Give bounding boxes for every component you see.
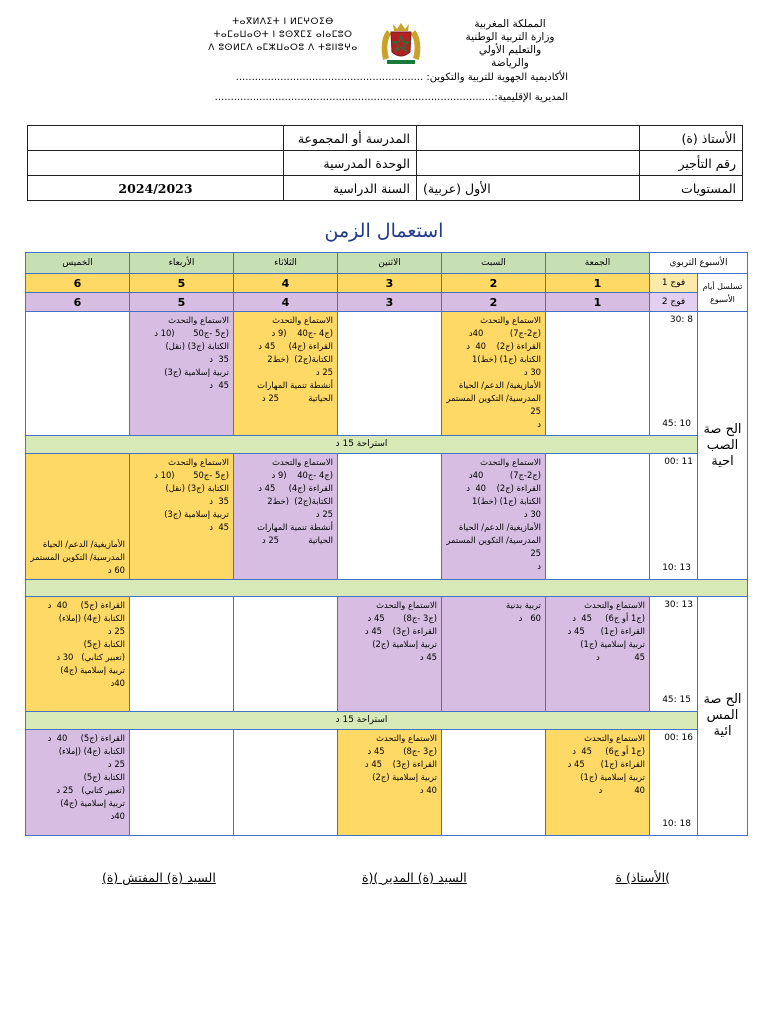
- time-end: 13 :10: [662, 563, 691, 573]
- day-wednesday: الأربعاء: [130, 253, 234, 274]
- time-end: 10 :45: [662, 419, 691, 429]
- ministry-name: وزارة التربية الوطنية: [465, 31, 555, 43]
- slot-text: الاستماع والتحدث (ج4 -ج40 (9 د القراءة (ج4) 45 د الكتابة(ج2) (خط2 25 د أنشطة تنمية المهارات الحياتية 25 د: [257, 457, 333, 545]
- ministry-header: [460, 18, 560, 70]
- slot-wed-m2: [130, 454, 234, 580]
- info-table: [27, 125, 743, 201]
- day-friday: الجمعة: [546, 253, 650, 274]
- slot-thu-m2: [26, 454, 130, 580]
- rent-value: [417, 151, 640, 176]
- g1-order: 2: [442, 274, 546, 293]
- break-row: استراحة 15 د: [26, 436, 698, 454]
- g2-order: 6: [26, 293, 130, 312]
- slot-tue-a1: [234, 597, 338, 712]
- g2-order: 1: [546, 293, 650, 312]
- directorate-line: المديرية الإقليمية:........................................................................................: [214, 92, 568, 103]
- time-start: 16 :00: [664, 733, 693, 743]
- tifinagh-line: ⴷ ⵓⵙⵍⵎⴷ ⴰⵎⵣⵡⴰⵔⵓ ⴷ ⵜⵓⵏⵏⵓⵖⴰ: [208, 43, 358, 53]
- slot-fri-a1: [546, 597, 650, 712]
- time-slot-m1: [650, 312, 698, 436]
- ministry-name-cont: والتعليم الأولي والرياضة: [478, 44, 542, 69]
- g1-order: 5: [130, 274, 234, 293]
- slot-fri-m1: [546, 312, 650, 436]
- unit-label: الوحدة المدرسية: [284, 151, 417, 176]
- rent-label: رقم التأجير: [640, 151, 743, 176]
- g2-order: 2: [442, 293, 546, 312]
- slot-tue-m2: [234, 454, 338, 580]
- slot-text: الاستماع والتحدث (ج5 -ج50 (10 د الكتابة (ج3) (نقل) 35 د تربية إسلامية (ج3) 45 د: [154, 315, 229, 390]
- school-value: [28, 126, 284, 151]
- page-title: استعمال الزمن: [324, 220, 444, 242]
- slot-wed-a1: [130, 597, 234, 712]
- slot-tue-m1: [234, 312, 338, 436]
- slot-text: الاستماع والتحدث (ج1 أو ج6) 45 د القراءة (ج1) 45 د تربية إسلامية (ج1) 40 د: [567, 733, 645, 795]
- slot-text: القراءة (ج5) 40 د الكتابة (ج4) (إملاء) 25 د الكتابة (ج5) (تعبير كتابي) 25 د تربية إسلامية (ج4) 40د: [47, 733, 125, 821]
- day-saturday: السبت: [442, 253, 546, 274]
- slot-text: تربية بدنية 60 د: [505, 600, 541, 623]
- director-signature: السيد (ة) المدير )(ة: [362, 870, 467, 885]
- slot-fri-a2: [546, 730, 650, 836]
- g1-order: 1: [546, 274, 650, 293]
- slot-sat-m2: [442, 454, 546, 580]
- g1-order: 3: [338, 274, 442, 293]
- teacher-signature: الأستاذ) ة(: [615, 870, 670, 885]
- afternoon-session-label: الح صة المس ائية: [698, 597, 748, 836]
- g2-order: 4: [234, 293, 338, 312]
- academy-line: الأكاديمية الجهوية للتربية والتكوين: ...........................................................: [235, 72, 568, 83]
- levels-label: المستويات: [640, 176, 743, 201]
- school-label: المدرسة أو المجموعة: [284, 126, 417, 151]
- group2-label: فوج 2: [650, 293, 698, 312]
- group1-label: فوج 1: [650, 274, 698, 293]
- time-end: 15 :45: [662, 695, 691, 705]
- tifinagh-line: ⵜⴰⵎⴰⵡⴰⵙⵜ ⵏ ⵓⵙⴳⵎⵉ ⴰⵏⴰⵎⵓⵔ: [213, 30, 353, 40]
- teacher-value: [417, 126, 640, 151]
- slot-wed-a2: [130, 730, 234, 836]
- slot-thu-a2: [26, 730, 130, 836]
- slot-sat-m1: [442, 312, 546, 436]
- levels-value: الأول (عربية): [417, 176, 640, 201]
- day-monday: الاثنين: [338, 253, 442, 274]
- slot-text: الاستماع والتحدث (ج4 -ج40 (9 د القراءة (ج4) 45 د الكتابة(ج2) (خط2 25 د أنشطة تنمية المهارات الحياتية 25 د: [257, 315, 333, 403]
- slot-mon-a1: [338, 597, 442, 712]
- time-start: 13 :30: [664, 600, 693, 610]
- time-slot-a2: [650, 730, 698, 836]
- slot-mon-a2: [338, 730, 442, 836]
- week-label: الأسبوع التربوي: [650, 253, 748, 274]
- slot-sat-a1: [442, 597, 546, 712]
- inspector-signature: السيد (ة) المفتش (ة): [102, 870, 216, 885]
- break-row: استراحة 15 د: [26, 712, 698, 730]
- unit-value: [28, 151, 284, 176]
- slot-text: الاستماع والتحدث (ج1 أو ج6) 45 د القراءة (ج1) 45 د تربية إسلامية (ج1) 45 د: [567, 600, 645, 662]
- slot-fri-m2: [546, 454, 650, 580]
- g1-order: 6: [26, 274, 130, 293]
- day-thursday: الخميس: [26, 253, 130, 274]
- g1-order: 4: [234, 274, 338, 293]
- day-tuesday: الثلاثاء: [234, 253, 338, 274]
- time-slot-m2: [650, 454, 698, 580]
- g2-order: 5: [130, 293, 234, 312]
- teacher-label: الأستاذ (ة): [640, 126, 743, 151]
- year-label: السنة الدراسية: [284, 176, 417, 201]
- slot-text: الاستماع والتحدث (ج3 -ج8) 45 د القراءة (ج3) 45 د تربية إسلامية (ج2) 45 د: [364, 600, 437, 662]
- year-value: 2024/2023: [28, 176, 284, 201]
- slot-tue-a2: [234, 730, 338, 836]
- order-label: تسلسل أيام الأسبوع: [698, 274, 748, 312]
- coat-of-arms-icon: [377, 20, 425, 66]
- tifinagh-line: ⵜⴰⴳⵍⴷⵉⵜ ⵏ ⵍⵎⵖⵔⵉⴱ: [232, 17, 334, 27]
- slot-mon-m2: [338, 454, 442, 580]
- slot-thu-m1: [26, 312, 130, 436]
- slot-sat-a2: [442, 730, 546, 836]
- slot-wed-m1: [130, 312, 234, 436]
- slot-text: القراءة (ج5) 40 د الكتابة (ج4) (إملاء) 25 د الكتابة (ج5) (تعبير كتابي) 30 د تربية إسلامية (ج4) 40د: [47, 600, 125, 688]
- kingdom-name: المملكة المغربية: [474, 18, 546, 30]
- tifinagh-header: [208, 16, 358, 55]
- slot-text: الاستماع والتحدث (ج2-ج7) 40د القراءة (ج2) 40 د الكتابة (ج1) (خط)1 30 د الأمازيغية/ الدعم/ الحياة المدرسية/ التكوين المستمر 25 د: [446, 315, 541, 429]
- g2-order: 3: [338, 293, 442, 312]
- slot-text: الاستماع والتحدث (ج2-ج7) 40د القراءة (ج2) 40 د الكتابة (ج1) (خط)1 30 د الأمازيغية/ الدعم/ الحياة المدرسية/ التكوين المستمر 25 د: [446, 457, 541, 571]
- slot-text: الأمازيغية/ الدعم/ الحياة المدرسية/ التكوين المستمر 60 د: [30, 539, 125, 575]
- separator-row: [26, 580, 748, 597]
- slot-text: الاستماع والتحدث (ج3 -ج8) 45 د القراءة (ج3) 45 د تربية إسلامية (ج2) 40 د: [364, 733, 437, 795]
- time-end: 18 :10: [662, 819, 691, 829]
- time-start: 11 :00: [664, 457, 693, 467]
- morning-session-label: الح صة الصب احية: [698, 312, 748, 580]
- time-slot-a1: [650, 597, 698, 712]
- slot-text: الاستماع والتحدث (ج5 -ج50 (10 د الكتابة (ج3) (نقل) 35 د تربية إسلامية (ج3) 45 د: [154, 457, 229, 532]
- timetable: [25, 252, 748, 836]
- slot-thu-a1: [26, 597, 130, 712]
- time-start: 8 :30: [669, 315, 693, 325]
- slot-mon-m1: [338, 312, 442, 436]
